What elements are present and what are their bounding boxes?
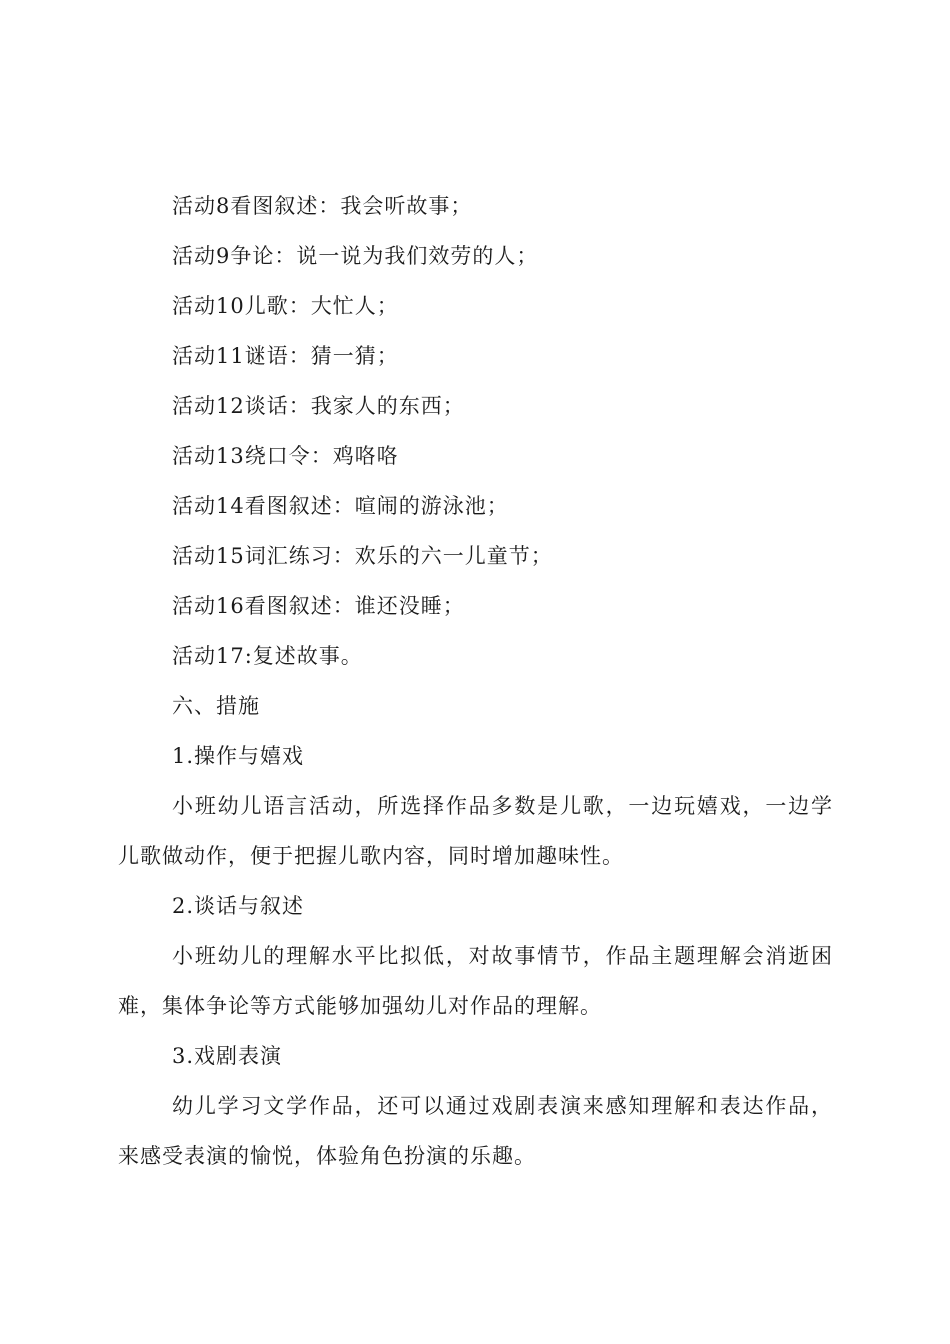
- item-3-paragraph-line-2: 来感受表演的愉悦，体验角色扮演的乐趣。: [118, 1144, 536, 1168]
- item-1-paragraph-line-1: 小班幼儿语言活动，所选择作品多数是儿歌，一边玩嬉戏，一边学: [172, 794, 832, 818]
- item-1-title: 1.操作与嬉戏: [172, 744, 305, 768]
- item-2-title: 2.谈话与叙述: [172, 894, 305, 918]
- activity-9: 活动9争论：说一说为我们效劳的人；: [172, 244, 539, 268]
- activity-8: 活动8看图叙述：我会听故事；: [172, 194, 473, 218]
- item-3-paragraph-line-1: 幼儿学习文学作品，还可以通过戏剧表演来感知理解和表达作品，: [172, 1094, 832, 1118]
- item-3-title: 3.戏剧表演: [172, 1044, 283, 1068]
- activity-16: 活动16看图叙述：谁还没睡；: [172, 594, 465, 618]
- activity-15: 活动15词汇练习：欢乐的六一儿童节；: [172, 544, 553, 568]
- item-2-paragraph-line-1: 小班幼儿的理解水平比拟低，对故事情节，作品主题理解会消逝困: [172, 944, 832, 968]
- activity-17: 活动17:复述故事。: [172, 644, 363, 668]
- activity-14: 活动14看图叙述：喧闹的游泳池；: [172, 494, 509, 518]
- activity-12: 活动12谈话：我家人的东西；: [172, 394, 465, 418]
- item-2-paragraph-line-2: 难，集体争论等方式能够加强幼儿对作品的理解。: [118, 994, 602, 1018]
- section-heading: 六、措施: [172, 694, 260, 718]
- activity-11: 活动11谜语：猜一猜；: [172, 344, 399, 368]
- activity-10: 活动10儿歌：大忙人；: [172, 294, 399, 318]
- activity-13: 活动13绕口令：鸡咯咯: [172, 444, 399, 468]
- item-1-paragraph-line-2: 儿歌做动作，便于把握儿歌内容，同时增加趣味性。: [118, 844, 624, 868]
